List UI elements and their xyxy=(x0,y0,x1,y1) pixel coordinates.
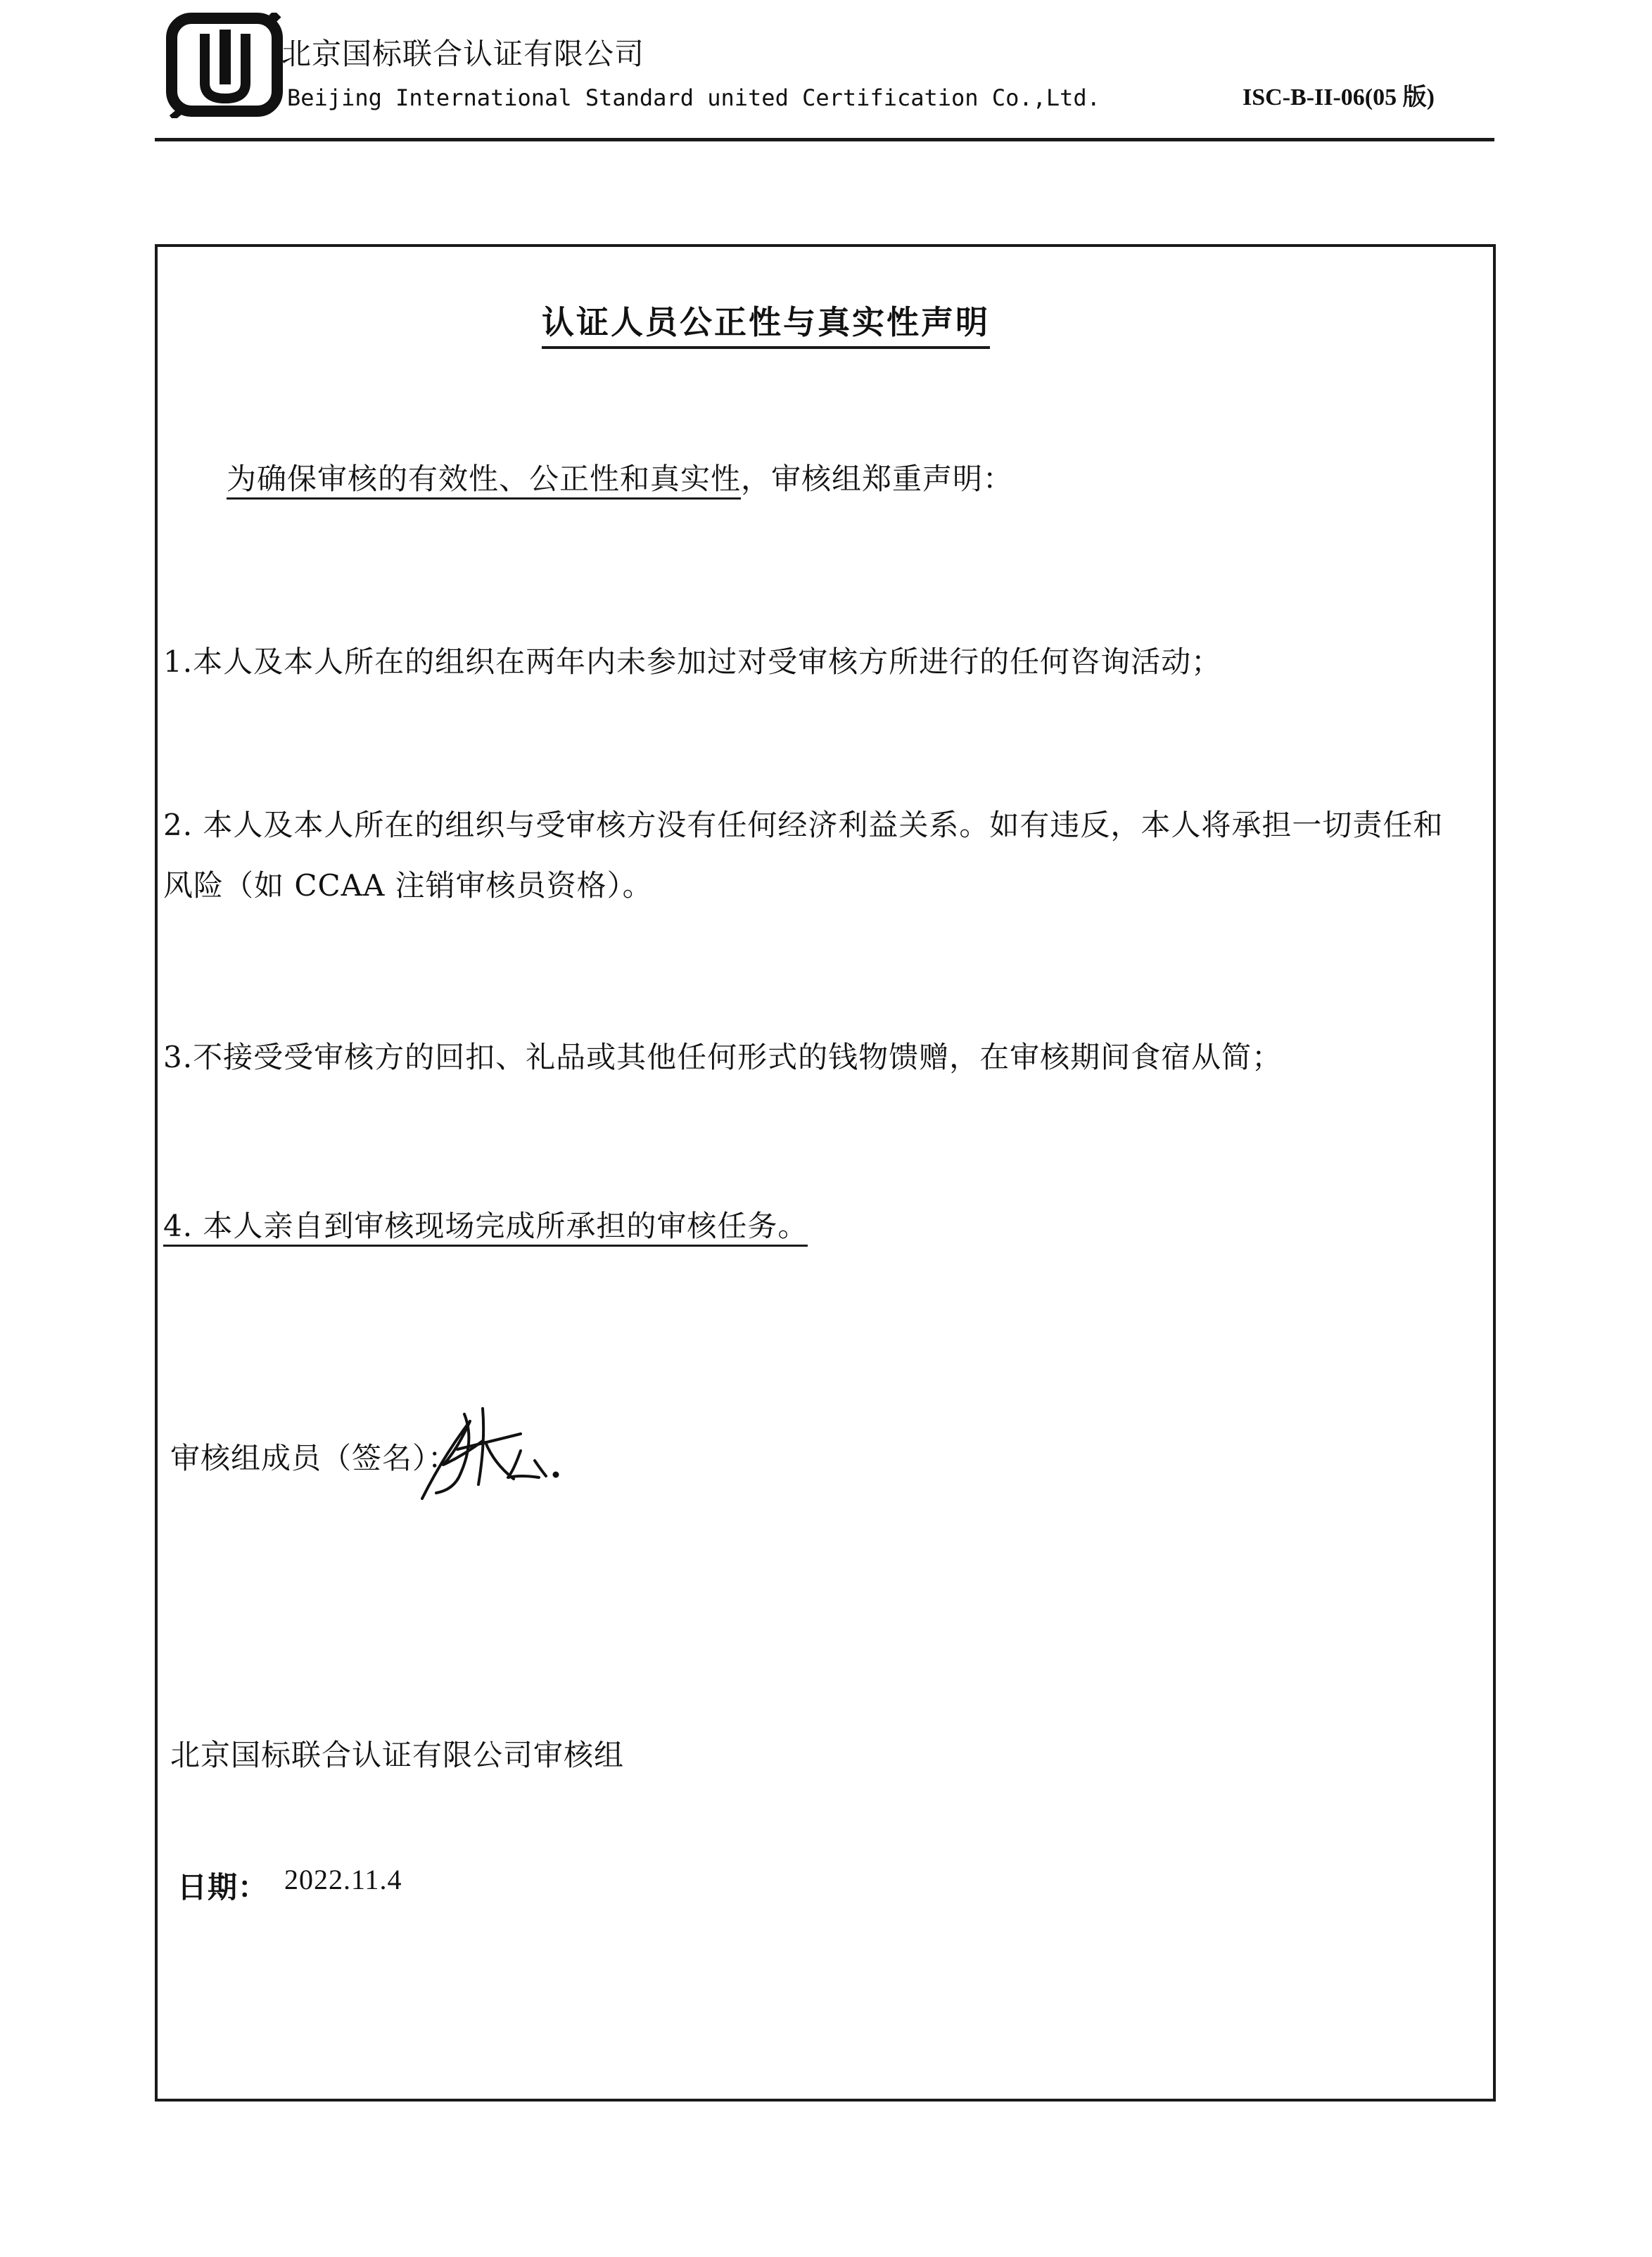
intro-rest: ，审核组郑重声明： xyxy=(741,462,1014,496)
declaration-item-2-line-1: 2. 本人及本人所在的组织与受审核方没有任何经济利益关系。如有违反，本人将承担一切责任和 xyxy=(163,808,1444,842)
date-label: 日期： xyxy=(177,1870,269,1905)
company-name-cn: 北京国标联合认证有限公司 xyxy=(281,37,645,71)
document-code: ISC-B-II-06(05 版) xyxy=(1243,84,1435,110)
header-divider xyxy=(155,138,1494,141)
company-name-en: Beijing International Standard united Certification Co.,Ltd. xyxy=(287,84,1100,111)
audit-group-name: 北京国标联合认证有限公司审核组 xyxy=(170,1738,625,1772)
declaration-item-4 xyxy=(163,1203,808,1245)
company-logo-icon xyxy=(166,13,284,118)
declaration-item-3: 3.不接受受审核方的回扣、礼品或其他任何形式的钱物馈赠，在审核期间食宿从简； xyxy=(163,1040,1283,1074)
declaration-item-1: 1.本人及本人所在的组织在两年内未参加过对受审核方所进行的任何咨询活动； xyxy=(163,644,1222,679)
handwritten-signature xyxy=(415,1400,584,1506)
declaration-item-2-line-2: 风险（如 CCAA 注销审核员资格）。 xyxy=(163,868,653,903)
intro-underlined: 为确保审核的有效性、公正性和真实性 xyxy=(227,462,741,500)
declaration-frame xyxy=(155,244,1496,2102)
date-value: 2022.11.4 xyxy=(284,1864,402,1895)
document-title: 认证人员公正性与真实性声明 xyxy=(542,297,990,349)
intro-statement xyxy=(227,456,1013,498)
item-4-underlined: 4. 本人亲自到审核现场完成所承担的审核任务。 xyxy=(163,1209,808,1247)
signature-label: 审核组成员（签名）： xyxy=(170,1441,459,1475)
